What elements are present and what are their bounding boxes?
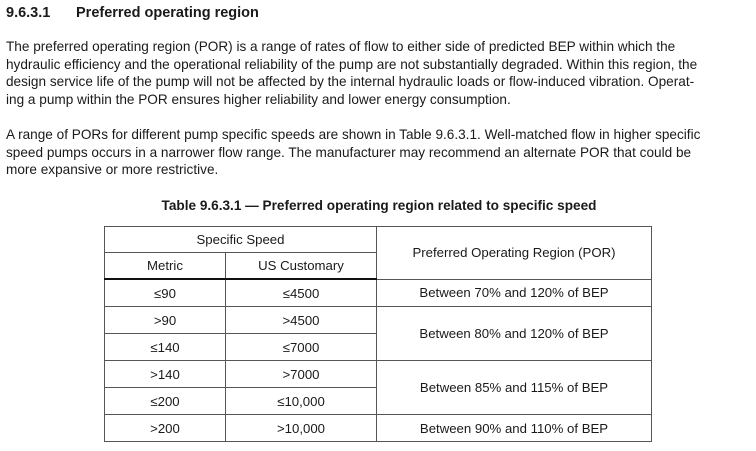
cell-us: >10,000	[226, 415, 377, 442]
paragraph-line: ing a pump within the POR ensures higher reliability and lower energy consumption.	[6, 91, 511, 107]
por-table	[104, 226, 652, 442]
cell-metric: >90	[105, 307, 226, 334]
cell-por: Between 70% and 120% of BEP	[377, 279, 652, 307]
paragraph-line: design service life of the pump will not be affected by the internal hydraulic loads or flow-induced vibration. Operat-	[6, 74, 695, 90]
cell-por: Between 85% and 115% of BEP	[377, 361, 652, 415]
cell-metric: >200	[105, 415, 226, 442]
cell-us: ≤10,000	[226, 388, 377, 415]
paragraph-line: A range of PORs for different pump specific speeds are shown in Table 9.6.3.1. Well-matched flow in higher specific	[6, 127, 701, 142]
cell-us: ≤4500	[226, 279, 377, 307]
cell-metric: ≤90	[105, 279, 226, 307]
cell-por: Between 90% and 110% of BEP	[377, 415, 652, 442]
section-title: Preferred operating region	[76, 5, 259, 21]
header-metric: Metric	[105, 253, 226, 280]
cell-us: >7000	[226, 361, 377, 388]
header-por: Preferred Operating Region (POR)	[377, 227, 652, 280]
paragraph-line: more expansive or more restrictive.	[6, 162, 219, 178]
header-specific-speed: Specific Speed	[105, 227, 377, 253]
table-row	[105, 307, 652, 334]
cell-us: >4500	[226, 307, 377, 334]
paragraph-line: speed pumps occurs in a narrower flow range. The manufacturer may recommend an alternate POR that could be	[6, 144, 692, 160]
cell-por: Between 80% and 120% of BEP	[377, 307, 652, 361]
paragraph-por-range	[6, 126, 750, 179]
table-row	[105, 415, 652, 442]
table-row	[105, 279, 652, 307]
cell-metric: >140	[105, 361, 226, 388]
table-caption: Table 9.6.3.1 — Preferred operating region related to specific speed	[161, 198, 597, 213]
section-number: 9.6.3.1	[6, 5, 51, 21]
table-row	[105, 361, 652, 388]
cell-metric: ≤200	[105, 388, 226, 415]
paragraph-line: The preferred operating region (POR) is a range of rates of flow to either side of predicted BEP within which the	[6, 39, 676, 54]
table-header-row	[105, 227, 652, 253]
section-heading	[6, 5, 259, 21]
cell-metric: ≤140	[105, 334, 226, 361]
header-us-customary: US Customary	[226, 253, 377, 280]
paragraph-por-definition	[6, 38, 750, 108]
cell-us: ≤7000	[226, 334, 377, 361]
paragraph-line: hydraulic efficiency and the operational reliability of the pump are not substantially degraded. Within this region, the	[6, 56, 698, 72]
